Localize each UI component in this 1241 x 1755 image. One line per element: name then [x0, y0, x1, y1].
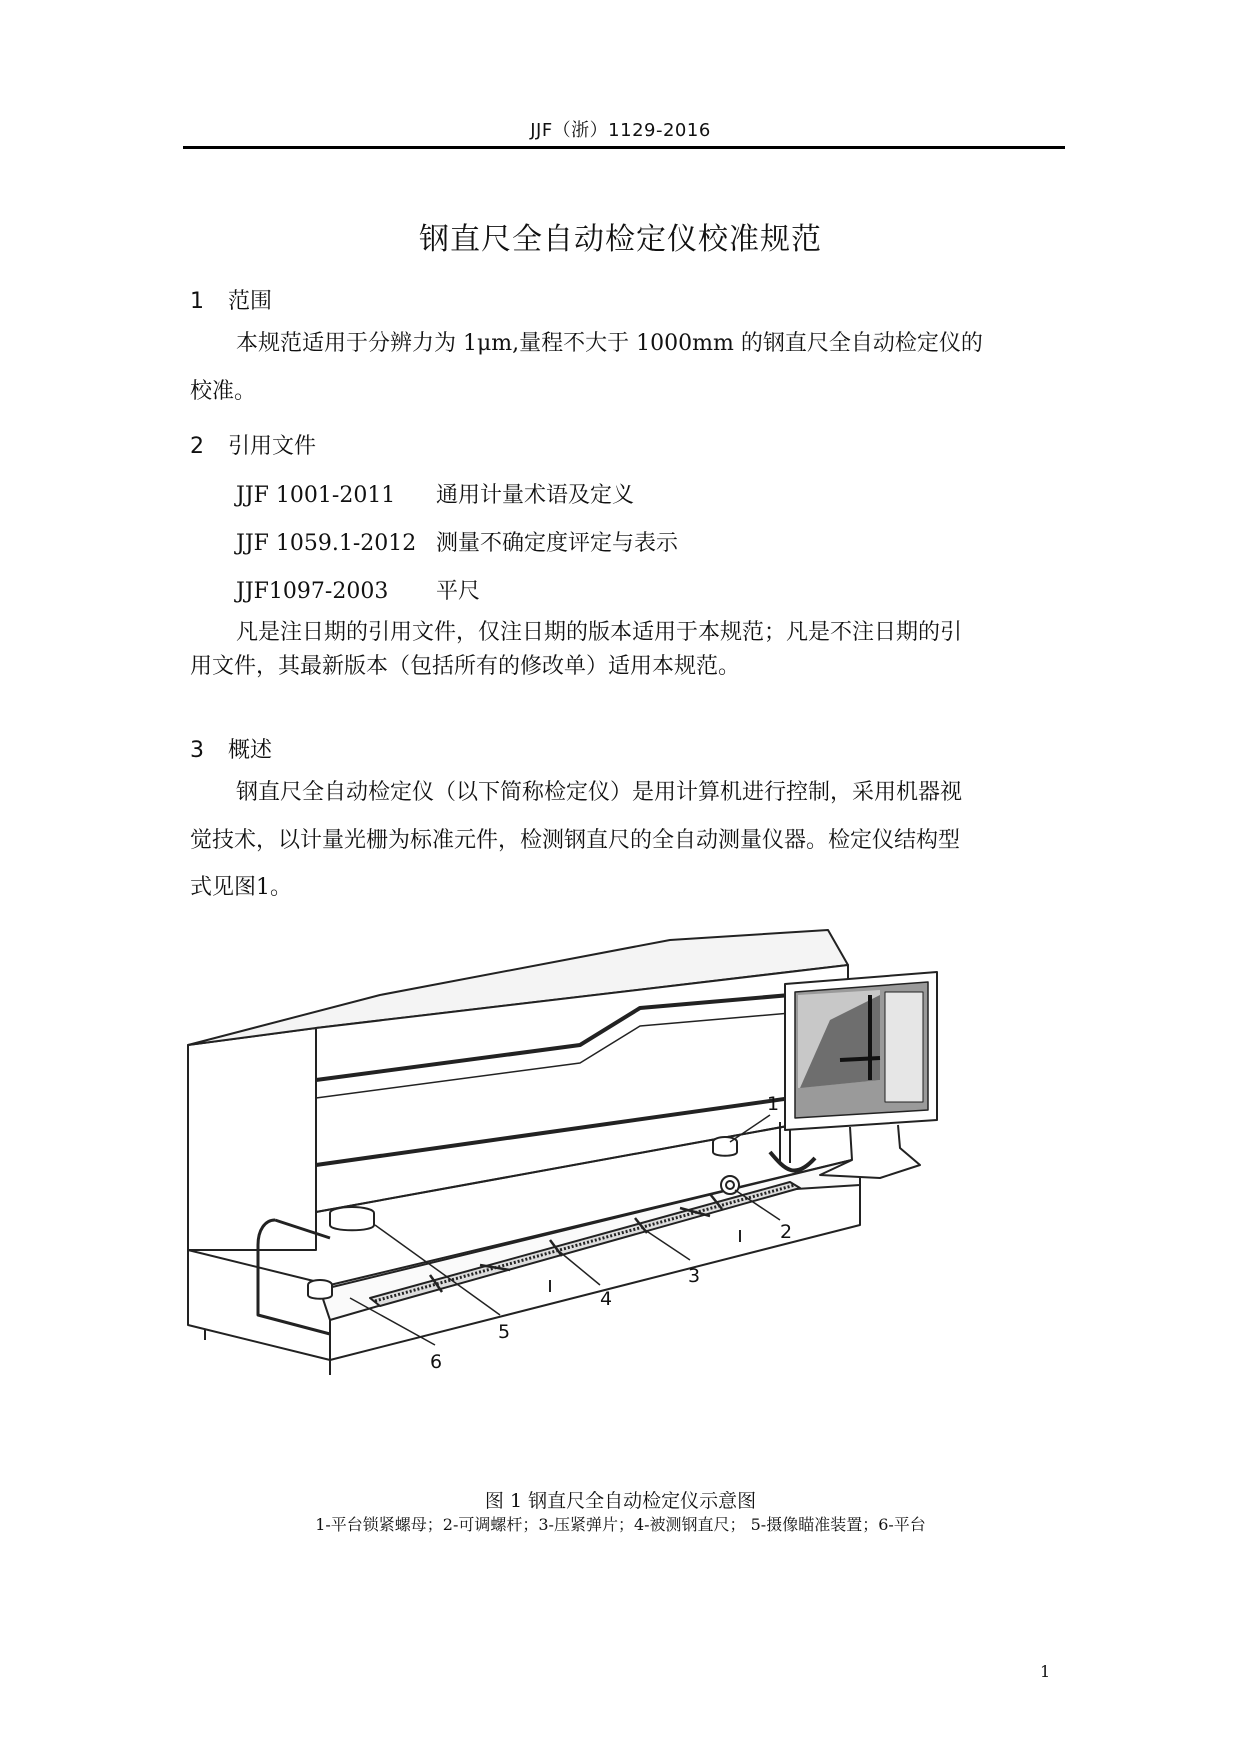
section-1-paragraph-line-2: 校准。: [190, 379, 257, 404]
section-3-paragraph-line-1: 钢直尺全自动检定仪（以下简称检定仪）是用计算机进行控制，采用机器视: [236, 780, 963, 805]
part-label-1: 1: [767, 1093, 780, 1115]
section-2-heading: [190, 429, 316, 460]
reference-item: [236, 478, 634, 509]
part-label-5: 5: [498, 1321, 511, 1343]
section-3-paragraph-line-3: 式见图1。: [190, 875, 292, 900]
computer-monitor: [770, 972, 937, 1178]
calibrator-diagram: [180, 920, 1060, 1470]
part-label-2: 2: [780, 1221, 793, 1243]
page-number: 1: [1040, 1662, 1051, 1681]
reference-item: [236, 574, 480, 605]
camera-aiming-device: [330, 1207, 374, 1230]
figure-legend: 1-平台锁紧螺母；2-可调螺杆；3-压紧弹片；4-被测钢直尺； 5-摄像瞄准装置；6-平台: [315, 1515, 926, 1534]
reference-code: JJF1097-2003: [236, 579, 389, 604]
part-label-3: 3: [688, 1265, 701, 1287]
section-1-number: 1: [190, 289, 204, 314]
part-label-4: 4: [600, 1288, 613, 1310]
reference-title: 平尺: [436, 579, 481, 604]
document-title: 钢直尺全自动检定仪校准规范: [419, 222, 822, 257]
header-standard-code: JJF（浙）1129-2016: [530, 120, 711, 141]
section-3-number: 3: [190, 738, 204, 763]
reference-item: [236, 526, 678, 557]
header-rule: [183, 146, 1065, 149]
figure-caption: 图 1 钢直尺全自动检定仪示意图: [484, 1490, 757, 1512]
section-2-number: 2: [190, 434, 204, 459]
reference-title: 测量不确定度评定与表示: [436, 531, 679, 556]
reference-title: 通用计量术语及定义: [436, 483, 635, 508]
section-1-heading: [190, 284, 272, 315]
part-label-6: 6: [430, 1351, 443, 1373]
section-1-title: 范围: [228, 289, 273, 314]
section-2-title: 引用文件: [228, 434, 317, 459]
section-1-paragraph-line-1: 本规范适用于分辨力为 1μm,量程不大于 1000mm 的钢直尺全自动检定仪的: [236, 331, 983, 356]
section-2-note-line-1: 凡是注日期的引用文件，仅注日期的版本适用于本规范；凡是不注日期的引: [236, 620, 963, 645]
section-3-paragraph-line-2: 觉技术，以计量光栅为标准元件，检测钢直尺的全自动测量仪器。检定仪结构型: [190, 828, 961, 853]
section-3-heading: [190, 733, 272, 764]
reference-code: JJF 1001-2011: [236, 483, 396, 508]
reference-code: JJF 1059.1-2012: [236, 531, 417, 556]
section-2-note-line-2: 用文件，其最新版本（包括所有的修改单）适用本规范。: [190, 654, 741, 679]
section-3-title: 概述: [228, 738, 273, 763]
